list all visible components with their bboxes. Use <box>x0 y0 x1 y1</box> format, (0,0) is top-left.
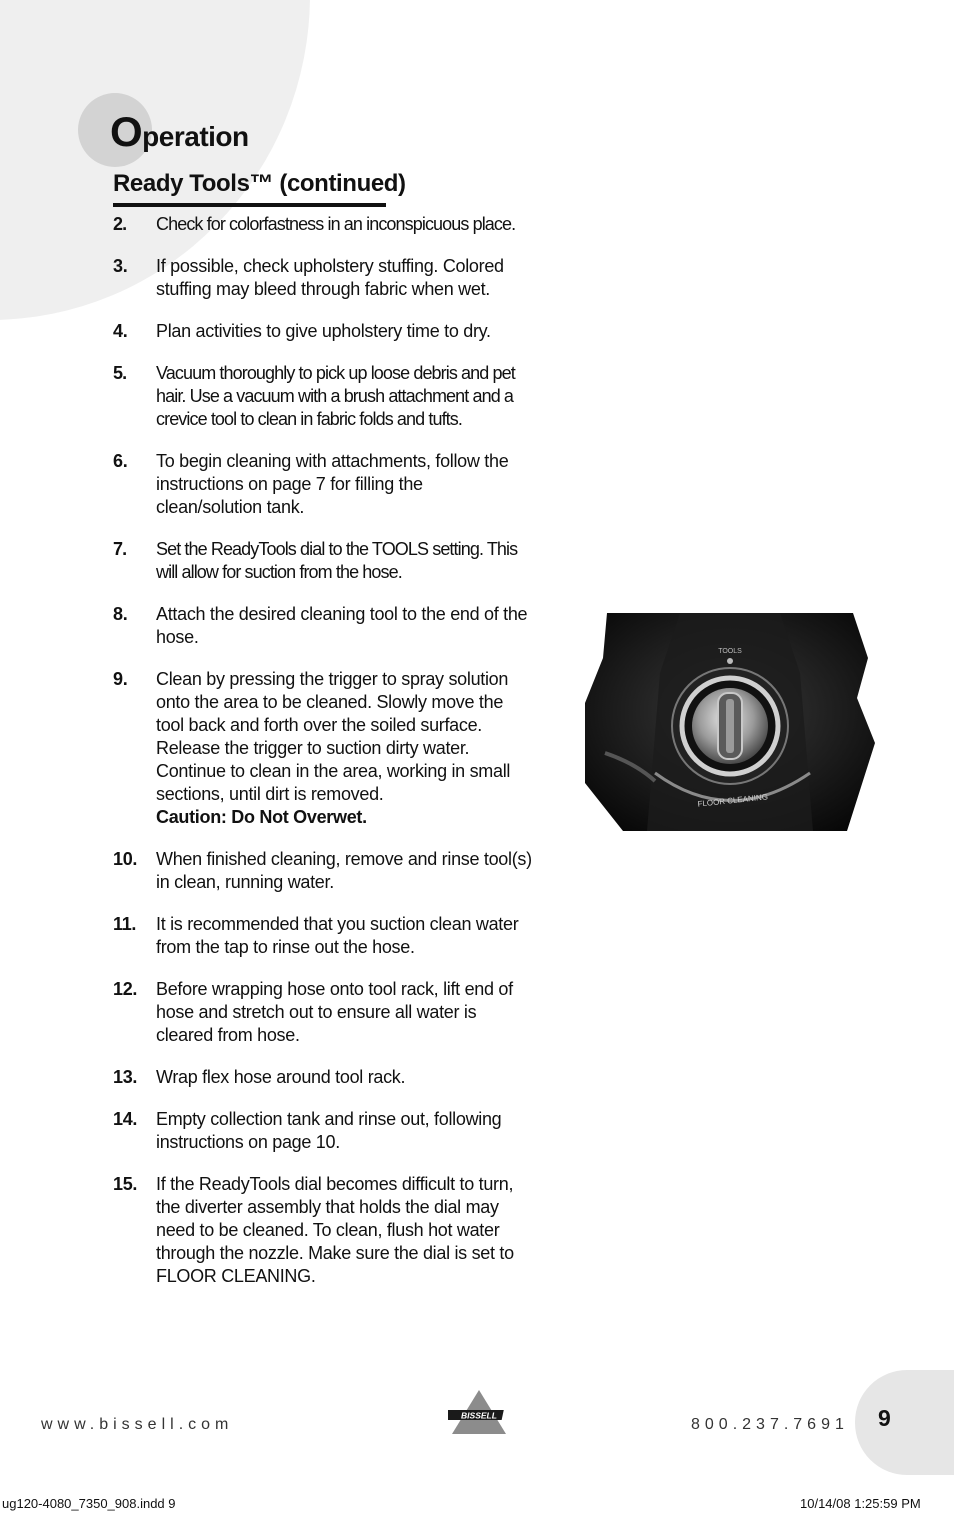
step-number: 10. <box>113 849 138 869</box>
photo-label-tools: TOOLS <box>718 648 742 655</box>
step-text: When finished cleaning, remove and rinse tool(s) in clean, running water. <box>156 849 532 892</box>
phone-number: 800.237.7691 <box>691 1416 849 1433</box>
bissell-logo <box>448 1390 510 1434</box>
step-text: Wrap flex hose around tool rack. <box>156 1067 406 1087</box>
step-text: Plan activities to give upholstery time to dry. <box>156 321 491 341</box>
step-number: 11. <box>113 914 137 934</box>
step-item <box>113 255 533 301</box>
step-number: 13. <box>113 1067 138 1087</box>
step-item <box>113 913 533 959</box>
step-text: Set the ReadyTools dial to the TOOLS setting. This will allow for suction from the hose. <box>156 539 518 582</box>
steps-list <box>113 213 533 1307</box>
step-item <box>113 1173 533 1288</box>
step-item <box>113 320 533 343</box>
heading-underline <box>113 203 386 207</box>
logo-text: BISSELL <box>461 1410 497 1421</box>
step-number: 7. <box>113 539 127 559</box>
step-item <box>113 603 533 649</box>
section-heading: Ready Tools™ (continued) <box>113 170 406 197</box>
step-number: 8. <box>113 604 128 624</box>
step-number: 12. <box>113 979 138 999</box>
step-number: 14. <box>113 1109 138 1129</box>
title-rest: peration <box>142 121 249 152</box>
step-item <box>113 668 533 829</box>
step-text: Attach the desired cleaning tool to the end of the hose. <box>156 604 528 647</box>
page-number-tab <box>855 1370 954 1475</box>
print-slug-date: 10/14/08 1:25:59 PM <box>800 1496 921 1511</box>
step-number: 15. <box>113 1174 138 1194</box>
step-text <box>156 668 533 829</box>
step-item <box>113 1066 533 1089</box>
caution-note: Caution: Do Not Overwet. <box>156 807 367 827</box>
website-url: www.bissell.com <box>41 1416 234 1433</box>
step-text: Empty collection tank and rinse out, following instructions on page 10. <box>156 1109 502 1152</box>
page-title <box>110 108 249 156</box>
step-item <box>113 538 533 584</box>
step-number: 2. <box>113 214 127 234</box>
step-number: 5. <box>113 363 127 383</box>
step-number: 9. <box>113 669 128 689</box>
step-text: Before wrapping hose onto tool rack, lift end of hose and stretch out to ensure all water is cleared from hose. <box>156 979 513 1045</box>
step-text: Vacuum thoroughly to pick up loose debris and pet hair. Use a vacuum with a brush attachment and a crevice tool to clean in fabric folds and tufts. <box>156 363 515 429</box>
step-item <box>113 1108 533 1154</box>
title-initial: O <box>110 108 143 155</box>
step-text: Check for colorfastness in an inconspicuous place. <box>156 214 516 234</box>
page-number: 9 <box>878 1405 891 1431</box>
step-item <box>113 213 533 236</box>
step-text: If the ReadyTools dial becomes difficult to turn, the diverter assembly that holds the dial may need to be cleaned. To clean, flush hot water through the nozzle. Make sure the dial is set to FLOOR CLEANING. <box>156 1174 514 1286</box>
step-item <box>113 362 533 431</box>
readytools-dial-photo <box>585 613 875 831</box>
step-body: Clean by pressing the trigger to spray solution onto the area to be cleaned. Slowly move the tool back and forth over the soiled surface. Release the trigger to suction dirty water. Continue to clean in the area, working in small sections, until dirt is removed. <box>156 669 511 804</box>
print-slug-filename: ug120-4080_7350_908.indd 9 <box>2 1496 176 1511</box>
photo-label-floor-cleaning: FLOOR CLEANING <box>697 792 769 809</box>
step-text: To begin cleaning with attachments, follow the instructions on page 7 for filling the clean/solution tank. <box>156 451 509 517</box>
step-text: It is recommended that you suction clean water from the tap to rinse out the hose. <box>156 914 519 957</box>
step-item <box>113 848 533 894</box>
step-item <box>113 450 533 519</box>
step-item <box>113 978 533 1047</box>
step-text: If possible, check upholstery stuffing. Colored stuffing may bleed through fabric when wet. <box>156 256 504 299</box>
step-number: 3. <box>113 256 128 276</box>
step-number: 4. <box>113 321 128 341</box>
step-number: 6. <box>113 451 128 471</box>
